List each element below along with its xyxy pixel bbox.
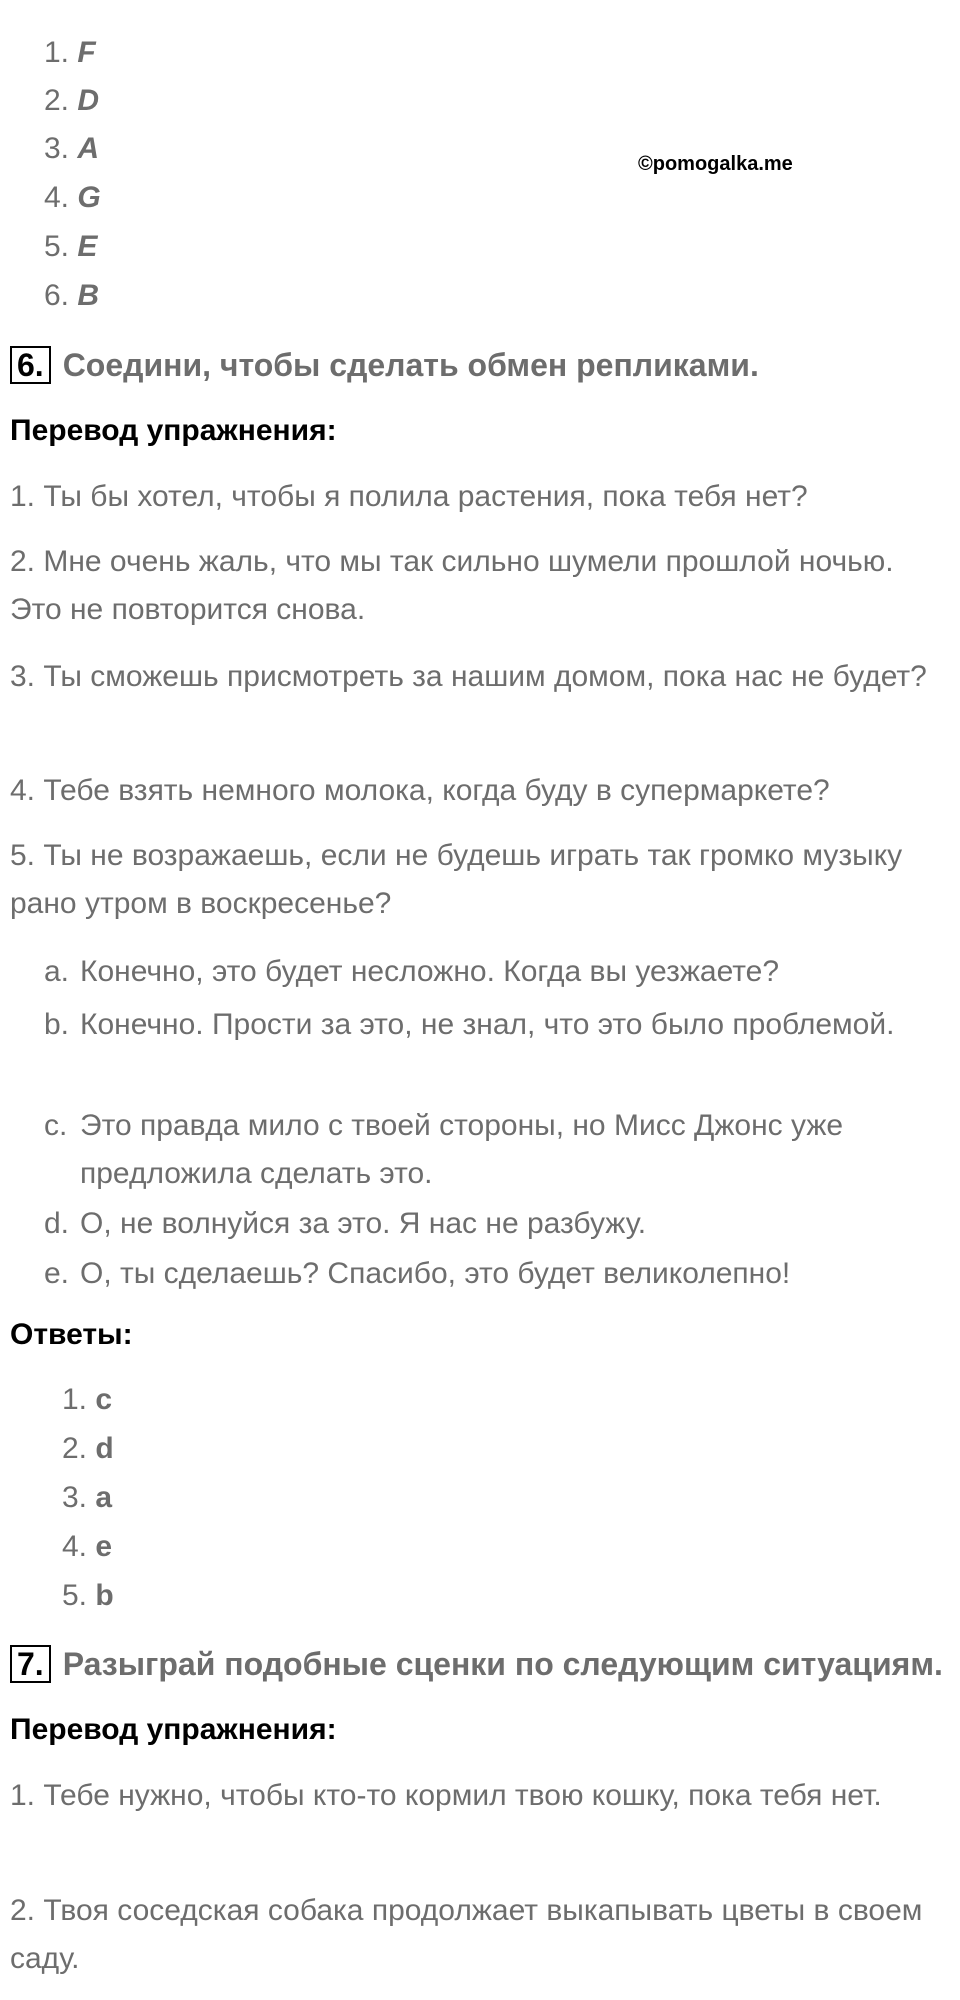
translation-item: 1. Ты бы хотел, чтобы я полила растения, пока тебя нет?: [10, 480, 808, 513]
answer-item: 5. E: [44, 230, 98, 263]
answer-item: 2. D: [44, 84, 100, 117]
translation-item: 3. Ты сможешь присмотреть за нашим домом, пока нас не будет?: [10, 660, 927, 693]
answer-item: 1. F: [44, 36, 96, 69]
task-6-heading: [10, 346, 759, 384]
answer-item: 6. B: [44, 279, 100, 312]
translation-item: 5. Ты не возражаешь, если не будешь играть так громко музыку рано утром в воскресенье?: [10, 839, 903, 920]
answer-item: 2. d: [62, 1432, 114, 1465]
answer-item: 5. b: [62, 1579, 114, 1612]
translation-heading: Перевод упражнения:: [10, 414, 337, 447]
option-item: e. О, ты сделаешь? Спасибо, это будет великолепно!: [44, 1257, 791, 1290]
answer-item: 4. e: [62, 1530, 113, 1563]
translation-item: 1. Тебе нужно, чтобы кто-то кормил твою кошку, пока тебя нет.: [10, 1779, 882, 1812]
option-item: a. Конечно, это будет несложно. Когда вы уезжаете?: [44, 955, 780, 988]
translation-item: 2. Твоя соседская собака продолжает выкапывать цветы в своем саду.: [10, 1894, 923, 1975]
option-item: b. Конечно. Прости за это, не знал, что это было проблемой.: [44, 1008, 895, 1041]
answer-item: 3. A: [44, 132, 100, 165]
task-title: Соедини, чтобы сделать обмен репликами.: [62, 346, 759, 383]
translation-item: 4. Тебе взять немного молока, когда буду в супермаркете?: [10, 774, 830, 807]
watermark: ©pomogalka.me: [638, 153, 793, 175]
answer-item: 3. a: [62, 1481, 113, 1514]
answer-item: 4. G: [44, 181, 101, 214]
task-number: 6.: [10, 346, 51, 384]
answers-heading: Ответы:: [10, 1318, 133, 1351]
task-number: 7.: [10, 1645, 51, 1683]
answer-item: 1. c: [62, 1383, 113, 1416]
translation-item: 2. Мне очень жаль, что мы так сильно шумели прошлой ночью. Это не повторится снова.: [10, 545, 894, 626]
task-title: Разыграй подобные сценки по следующим ситуациям.: [62, 1645, 943, 1682]
translation-heading: Перевод упражнения:: [10, 1713, 337, 1746]
option-item: c. Это правда мило с твоей стороны, но Мисс Джонс уже предложила сделать это.: [44, 1109, 844, 1190]
option-item: d. О, не волнуйся за это. Я нас не разбужу.: [44, 1207, 647, 1240]
task-7-heading: [10, 1645, 943, 1683]
